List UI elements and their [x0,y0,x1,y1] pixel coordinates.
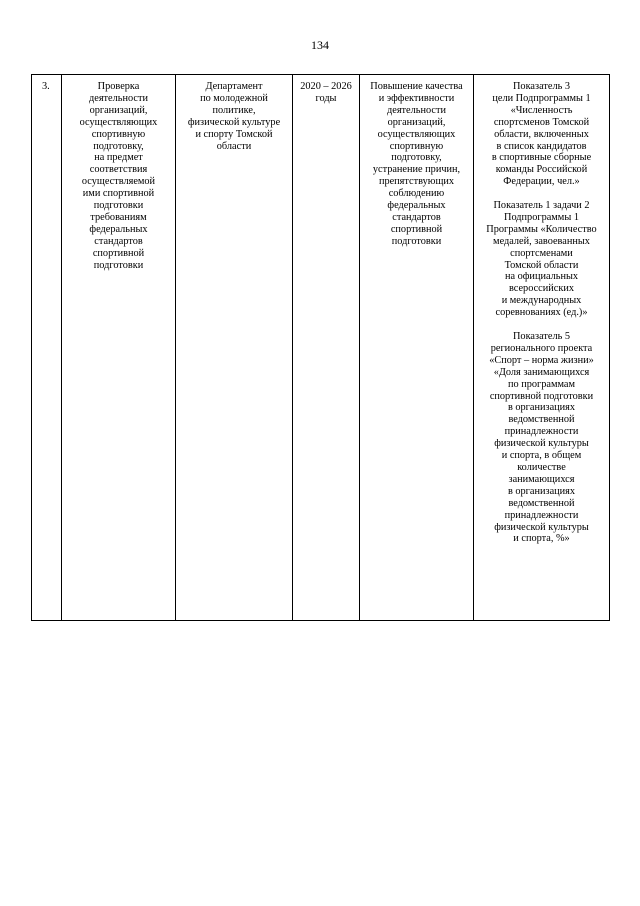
text-line: деятельности [89,92,148,104]
text-line: осуществляемой [81,176,156,188]
text-line: спортивной подготовки [489,390,594,402]
period-text [294,81,358,105]
indicator-block-1 [475,81,608,188]
period-cell [293,75,360,621]
text-line: устранение причин, [372,164,461,176]
text-line: деятельности [387,104,446,116]
text-line: соблюдению [388,188,445,200]
executor-text [177,81,291,152]
page-number: 134 [311,38,329,52]
executor-cell [176,75,293,621]
text-line: и спорту Томской [195,128,273,140]
text-line: команды Российской [495,164,588,176]
text-line: спортсменов Томской [493,116,590,128]
text-line: политике, [212,104,256,116]
text-line: в спортивные сборные [491,152,592,164]
text-line: физической культуры [494,521,589,533]
text-line: спортивной [390,223,443,235]
text-line: препятствующих [378,176,455,188]
text-line: принадлежности [504,426,579,438]
event-text [63,81,174,272]
row-number: 3. [42,81,50,92]
text-line: Программы «Количество [486,223,597,235]
text-line: подготовки [93,200,144,212]
text-line: спортсменами [510,247,573,259]
text-line: занимающихся [508,473,575,485]
text-line: в организациях [507,485,576,497]
text-line: требованиям [90,211,147,223]
text-line: физической культуре [187,116,281,128]
text-line: 2020 – 2026 [300,81,352,92]
text-line: подготовку, [391,152,442,164]
text-line: «Спорт – норма жизни» [489,354,594,366]
text-line: количестве [517,461,566,473]
text-line: организаций, [387,116,446,128]
text-line: федеральных [387,200,446,212]
text-line: подготовки [391,235,442,247]
text-line: Повышение качества [370,81,463,92]
text-line: цели Подпрограммы 1 [492,92,591,104]
text-line: Показатель 1 задачи 2 [493,200,590,212]
text-line: ведомственной [508,414,575,426]
text-line: в список кандидатов [496,140,587,152]
text-line: осуществляющих [79,116,158,128]
text-line: организаций, [89,104,148,116]
text-line: Проверка [97,81,140,92]
indicator-block-3 [475,331,608,545]
text-line: спортивную [389,140,444,152]
text-line: осуществляющих [377,128,456,140]
text-line: на официальных [504,271,579,283]
result-cell [360,75,474,621]
text-line: стандартов [392,211,441,223]
text-line: всероссийских [508,283,574,295]
text-line: Показатель 5 [513,331,570,342]
indicator-block-2 [475,200,608,319]
text-line: спортивную [91,128,146,140]
text-line: и эффективности [378,92,455,104]
table-row [32,75,610,621]
indicator-gap [475,188,608,200]
text-line: годы [315,92,337,104]
text-line: федеральных [89,223,148,235]
text-line: Департамент [205,81,263,92]
text-line: по программам [507,378,576,390]
text-line: соответствия [89,164,148,176]
text-line: Подпрограммы 1 [504,211,579,223]
text-line: ими спортивной [82,188,155,200]
indicator-gap [475,319,608,331]
text-line: «Доля занимающихся [493,366,590,378]
text-line: и спорта, в общем [501,450,582,462]
text-line: физической культуры [494,438,589,450]
text-line: стандартов [94,235,143,247]
row-number-cell [32,75,62,621]
text-line: подготовку, [93,140,144,152]
event-cell [62,75,176,621]
indicators-cell [474,75,610,621]
text-line: спортивной [92,247,145,259]
text-line: по молодежной [200,92,268,104]
text-line: ведомственной [508,497,575,509]
text-line: медалей, завоеванных [493,235,590,247]
text-line: Томской области [504,259,579,271]
text-line: «Численность [510,104,573,116]
text-line: и спорта, %» [513,533,570,545]
text-line: соревнованиях (ед.)» [495,307,588,319]
text-line: подготовки [93,259,144,271]
text-line: области [216,140,252,152]
text-line: Федерации, чел.» [503,176,580,188]
measures-table [31,74,610,621]
text-line: регионального проекта [490,342,593,354]
text-line: принадлежности [504,509,579,521]
text-line: Показатель 3 [513,81,570,92]
text-line: на предмет [94,152,143,164]
result-text [361,81,472,248]
text-line: и международных [501,295,582,307]
text-line: области, включенных [494,128,589,140]
text-line: в организациях [507,402,576,414]
